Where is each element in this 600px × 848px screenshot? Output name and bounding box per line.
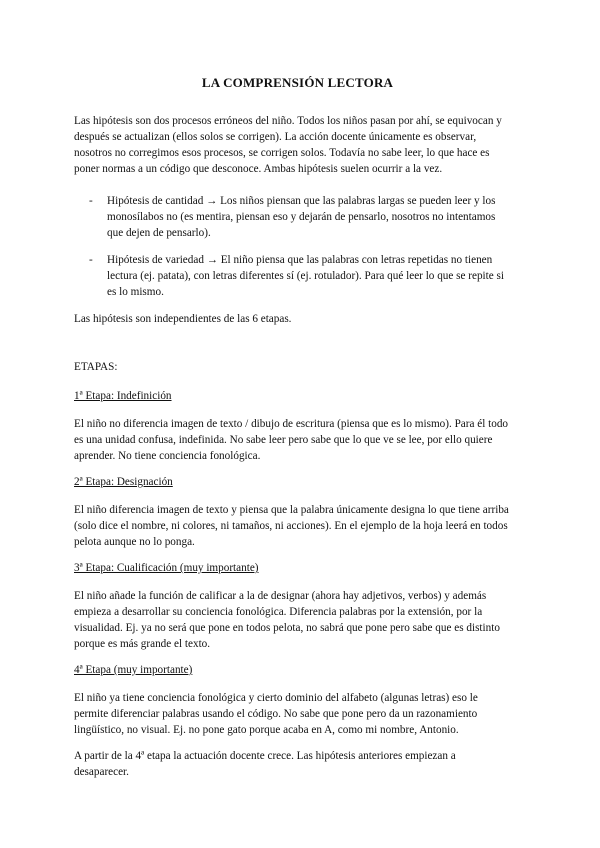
hypothesis-variety: Hipótesis de variedad → El niño piensa que las palabras con letras repetidas no tienen lectura (ej. patata), con letras diferentes sí (ej. rotulador). Para qué leer lo que se repite si es lo mismo.: [107, 254, 504, 298]
list-bullet: -: [89, 254, 93, 266]
stage-body: El niño ya tiene conciencia fonológica y cierto dominio del alfabeto (algunas letras) eso le permite diferenciar palabras usando el código. No sabe que pone pero da un razonamiento lingüístico, no visual. Ej. no pone gato porque acaba en A, como mi nombre, Antonio.: [74, 692, 478, 736]
stage-heading: 1ª Etapa: Indefinición: [74, 390, 172, 402]
document-title: LA COMPRENSIÓN LECTORA: [201, 75, 394, 90]
stage-heading: 2ª Etapa: Designación: [74, 476, 173, 488]
intro-paragraph: Las hipótesis son dos procesos erróneos del niño. Todos los niños pasan por ahí, se equivocan y después se actualizan (ellos solos se corrigen). La acción docente únicamente es observar, nosotros no corregimos esos procesos, se corrigen solos. Todavía no sabe leer, lo que hace es poner normas a un código que desconoce. Ambas hipótesis suelen ocurrir a la vez.: [74, 115, 502, 175]
hypotheses-list: [74, 193, 513, 300]
stage-body: El niño diferencia imagen de texto y piensa que la palabra únicamente designa lo que tiene arriba (solo dice el nombre, ni colores, ni tamaños, ni acciones). En el ejemplo de la hoja leerá en todos pelota aunque no lo ponga.: [74, 504, 509, 548]
stages-label: ETAPAS:: [74, 361, 118, 373]
list-bullet: -: [89, 195, 93, 207]
list-item: [74, 252, 513, 300]
list-item: [74, 193, 513, 241]
closing-paragraph: A partir de la 4ª etapa la actuación docente crece. Las hipótesis anteriores empiezan a desaparecer.: [74, 750, 456, 778]
stage-body: El niño añade la función de calificar a la de designar (ahora hay adjetivos, verbos) y además empieza a desarrollar su conciencia fonológica. Diferencia palabras por la extensión, por la visualidad. Ej. ya no será que pone en todos pelota, no sabrá que pone pero sabe que es distinto porque es más grande el texto.: [74, 590, 500, 650]
hypothesis-quantity: Hipótesis de cantidad → Los niños piensan que las palabras largas se pueden leer y los monosílabos no (es mentira, piensan eso y dejarán de pensarlo, nosotros no intentamos que dejen de pensarlo).: [107, 195, 496, 239]
stage-heading: 4ª Etapa (muy importante): [74, 664, 193, 676]
stage-body: El niño no diferencia imagen de texto / dibujo de escritura (piensa que es lo mismo). Para él todo es una unidad confusa, indefinida. No sabe leer pero sabe que lo que ve se lee, por ello quiere aprender. No tiene conciencia fonológica.: [74, 418, 509, 462]
independence-note: Las hipótesis son independientes de las 6 etapas.: [74, 313, 292, 325]
stage-heading: 3ª Etapa: Cualificación (muy importante): [74, 562, 259, 574]
